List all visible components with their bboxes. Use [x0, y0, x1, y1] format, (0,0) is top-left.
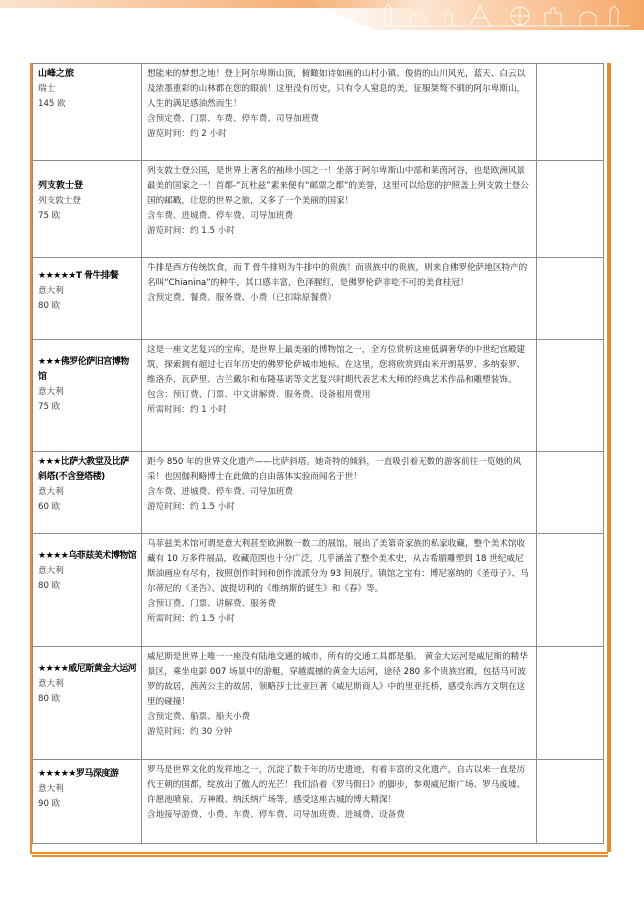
item-info-cell [33, 258, 142, 340]
item-price: 145 欧 [38, 99, 66, 109]
item-description-cell [142, 340, 537, 452]
item-duration: 所需时间：约 1 小时 [147, 405, 227, 415]
item-description: 列支敦士登公国，是世界上著名的袖珍小国之一！坐落于阿尔卑斯山中部和莱茵河谷，也是欧洲风景最美的国家之一！首都-“瓦杜兹”素来便有“邮票之都”的美誉，这里可以给您的护照盖上列支敦士登公国的邮戳，让您的世界之旅，又多了一个美丽的国家！ [147, 166, 529, 206]
item-duration: 游览时间：约 1.5 小时 [147, 226, 235, 236]
item-description-cell [142, 161, 537, 258]
blank-cell [537, 258, 604, 340]
item-country: 意大利 [38, 784, 64, 794]
item-includes: 含预订费、门票、讲解费、服务费 [147, 599, 276, 609]
bottom-orange-rule [32, 855, 608, 857]
item-info-cell [33, 647, 142, 760]
item-info-cell [33, 161, 142, 258]
item-country: 意大利 [38, 487, 64, 497]
table-row [33, 760, 604, 844]
item-description: 距今 850 年的世界文化遗产——比萨斜塔。她奇特的倾斜，一直吸引着无数的游客前往一览她的风采！也因伽利略博士在此做的自由落体实验而闻名于世！ [147, 457, 522, 482]
item-description: 乌菲兹美术馆可谓是意大利甚至欧洲数一数二的展馆，展出了美第奇家族的私家收藏，整个美术馆收藏有 10 万多件展品，收藏范围也十分广泛，几乎涵盖了整个美术史，从古希腊雕塑到 18 世纪威尼斯油画应有尽有，按照创作时间和创作流派分为 93 间展厅。镇馆之宝有：博尼塞纳的《圣母子》、马尔蒂尼的《圣告》、波提切利的《维纳斯的诞生》和《春》等。 [147, 539, 529, 594]
item-description: 罗马是世界文化的发祥地之一，沉淀了数千年的历史遗迹，有着丰富的文化遗产，自古以来一直是历代王朝的国都，绽放出了傲人的光芒！我们沿着《罗马假日》的脚步，参观威尼斯广场、罗马废墟、许愿池喷泉、万神殿、纳沃纳广场等，感受这座古城的博大精深！ [147, 765, 526, 805]
item-includes: 包含：预订费、门票、中文讲解费、服务费、设备租用费用 [147, 390, 371, 400]
item-includes: 含地接导游费、小费、车费、停车费、司导加班费、进城费、设备费 [147, 810, 405, 820]
tour-options-table [32, 63, 604, 844]
item-country: 意大利 [38, 679, 64, 689]
blank-cell [537, 760, 604, 844]
item-description-cell [142, 534, 537, 647]
item-title: ★★★★威尼斯黄金大运河 [38, 664, 137, 674]
item-description: 这是一座文艺复兴的宝库，是世界上最美丽的博物馆之一，全方位赏析这座低调奢华的中世纪宫殿建筑，探索拥有超过七百年历史的佛罗伦萨城市地标。在这里，您将欣赏到由米开朗基罗、多纳泰罗、维洛乔、瓦萨里、吉兰戴尔和布隆基诺等文艺复兴时期代表艺术大师的经典艺术作品和雕塑装饰。 [147, 345, 526, 385]
item-info-cell [33, 534, 142, 647]
item-price: 90 欧 [38, 799, 61, 809]
item-title: ★★★★乌菲兹美术博物馆 [38, 551, 137, 561]
table-row [33, 340, 604, 452]
blank-cell [537, 340, 604, 452]
item-description: 牛排是西方传统饮食，而 T 骨牛排则为牛排中的贵族！而贵族中的贵族，则来自佛罗伦萨地区特产的名叫“Chianina”的种牛，其口感丰富，色泽腥红，是佛罗伦萨非吃不可的美食桂冠！ [147, 263, 528, 288]
table-row [33, 534, 604, 647]
item-includes: 含车费、进城费、停车费、司导加班费 [147, 487, 294, 497]
item-description-cell [142, 647, 537, 760]
item-price: 60 欧 [38, 502, 61, 512]
item-title: ★★★★★T 骨牛排餐 [38, 271, 119, 281]
item-title: 山峰之旅 [38, 69, 75, 79]
blank-cell [537, 647, 604, 760]
blank-cell [537, 161, 604, 258]
item-country: 意大利 [38, 566, 64, 576]
item-info-cell [33, 64, 142, 161]
item-description-cell [142, 64, 537, 161]
table-row [33, 452, 604, 534]
item-includes: 含预定费、餐费、服务费、小费（已扣除原餐费） [147, 293, 337, 303]
item-duration: 游览时间：约 30 分钟 [147, 727, 233, 737]
item-info-cell [33, 452, 142, 534]
blank-cell [537, 452, 604, 534]
item-price: 75 欧 [38, 211, 61, 221]
item-description: 想能来的梦想之地！登上阿尔卑斯山顶，俯瞰如诗如画的山村小镇、俊俏的山川风光，蓝天、白云以及浓墨重彩的山林都在您的眼前！这里没有历史，只有令人窒息的美，征服桀骜不驯的阿尔卑斯山，人生的满足感油然而生！ [147, 69, 526, 109]
item-includes: 含预定费、船票、船夫小费 [147, 712, 251, 722]
table-row [33, 64, 604, 161]
item-duration: 游览时间：约 2 小时 [147, 129, 227, 139]
item-price: 75 欧 [38, 402, 61, 412]
item-price: 80 欧 [38, 581, 61, 591]
blank-cell [537, 534, 604, 647]
item-country: 意大利 [38, 286, 64, 296]
item-duration: 所需时间：约 1.5 小时 [147, 614, 235, 624]
blank-cell [537, 64, 604, 161]
item-description-cell [142, 452, 537, 534]
item-includes: 含车费、进城费、停车费、司导加班费 [147, 211, 294, 221]
item-includes: 含预定费、门票、车费、停车费、司导加班费 [147, 114, 319, 124]
table-row [33, 161, 604, 258]
table-row [33, 258, 604, 340]
item-description-cell [142, 760, 537, 844]
item-description-cell [142, 258, 537, 340]
item-info-cell [33, 760, 142, 844]
item-title: ★★★佛罗伦萨旧宫博物馆 [38, 357, 129, 382]
item-info-cell [33, 340, 142, 452]
item-duration: 游览时间：约 1.5 小时 [147, 502, 235, 512]
item-price: 80 欧 [38, 301, 61, 311]
item-country: 意大利 [38, 387, 64, 397]
item-title: ★★★★★罗马深度游 [38, 769, 119, 779]
item-price: 80 欧 [38, 694, 61, 704]
table-row [33, 647, 604, 760]
city-skyline-icon [330, 4, 630, 28]
item-country: 列支敦士登 [38, 196, 81, 206]
item-title: ★★★比萨大教堂及比萨斜塔(不含登塔楼) [38, 457, 129, 482]
item-title: 列支敦士登 [38, 181, 84, 191]
item-country: 瑞士 [38, 84, 56, 94]
page-header-decoration [0, 0, 644, 30]
item-description: 威尼斯是世界上唯一一座没有陆地交通的城市，所有的交通工具都是船。 黄金大运河是威尼斯的精华景区，乘坐电影 007 场景中的游艇，穿越震撼的黄金大运河，途径 280 多个贵族宫殿，包括马可波罗的故居，茜茜公主的故居，领略莎士比亚巨著《威尼斯商人》中的里亚托桥，感受东西方文明在这里的碰撞！ [147, 652, 528, 707]
